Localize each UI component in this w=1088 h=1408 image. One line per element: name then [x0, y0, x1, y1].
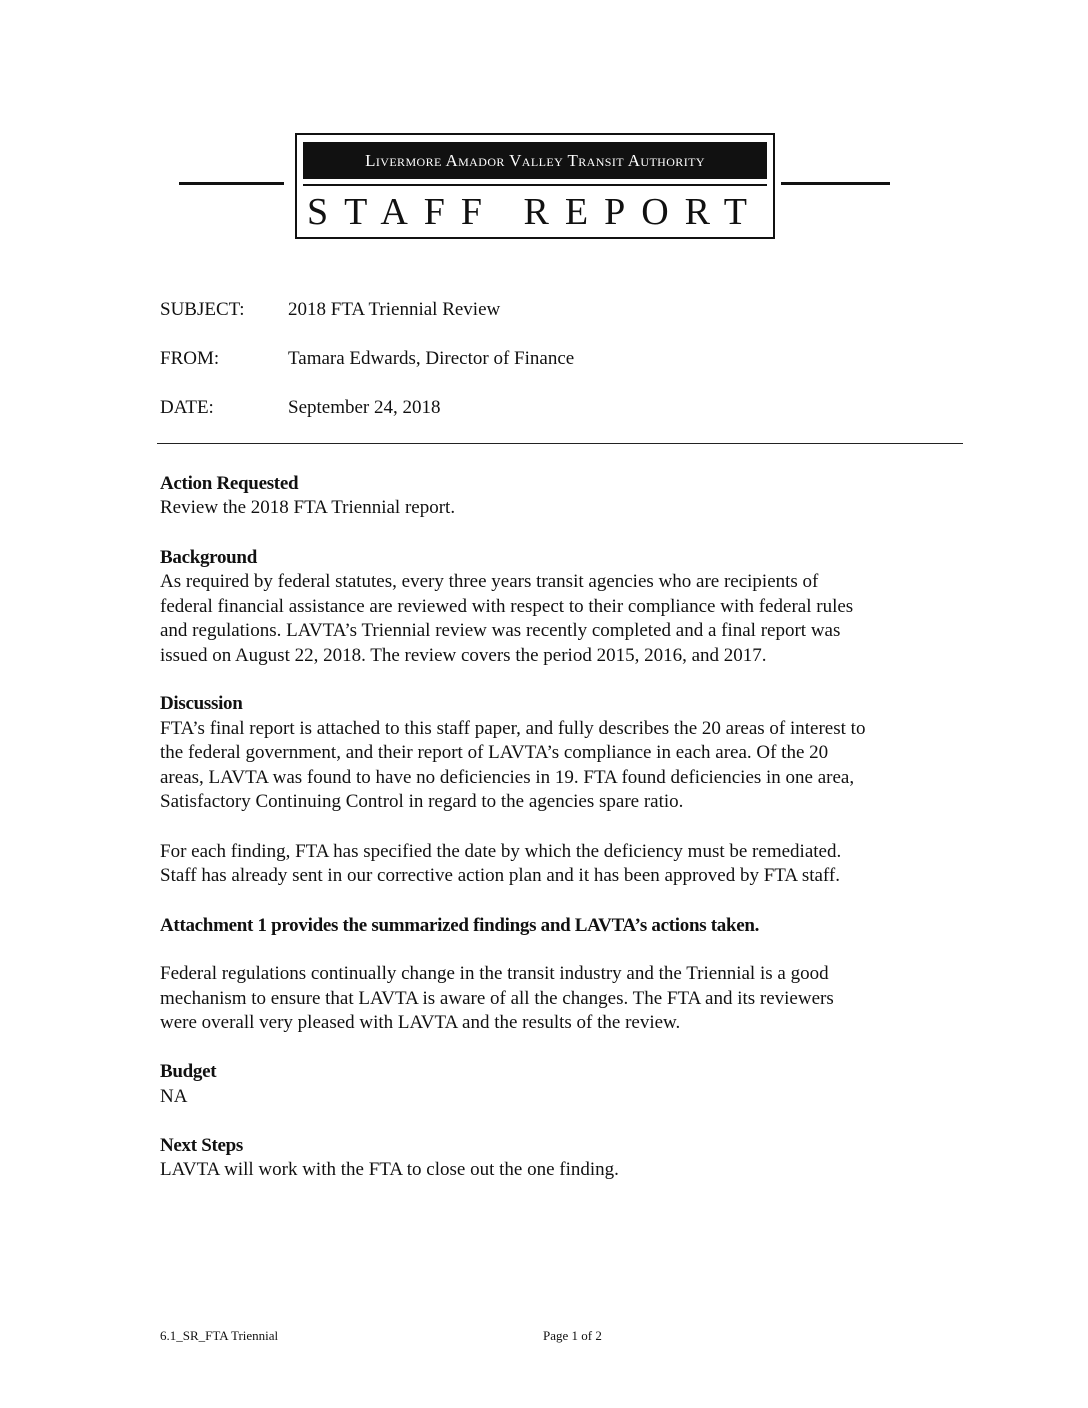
action-requested-line: Review the 2018 FTA Triennial report. — [160, 497, 456, 518]
discussion-paragraph-2-line: Staff has already sent in our corrective action plan and it has been approved by FTA staff. — [160, 865, 840, 886]
date-value: September 24, 2018 — [288, 397, 441, 418]
budget-line: NA — [160, 1086, 188, 1107]
letterhead-left-rule — [179, 182, 284, 185]
report-type-label: STAFF REPORT — [307, 191, 763, 233]
footer-page-number: Page 1 of 2 — [543, 1328, 602, 1343]
letterhead-right-rule — [781, 182, 890, 185]
action-requested-heading: Action Requested — [160, 473, 299, 494]
subject-value: 2018 FTA Triennial Review — [288, 299, 501, 320]
header-divider — [157, 443, 963, 444]
next-steps-line: LAVTA will work with the FTA to close out the one finding. — [160, 1159, 619, 1180]
background-line: federal financial assistance are reviewed with respect to their compliance with federal rules — [160, 596, 854, 617]
budget-heading: Budget — [160, 1061, 217, 1082]
discussion-paragraph-3-line: were overall very pleased with LAVTA and the results of the review. — [160, 1012, 681, 1033]
background-line: issued on August 22, 2018. The review covers the period 2015, 2016, and 2017. — [160, 645, 767, 666]
next-steps-heading: Next Steps — [160, 1135, 244, 1156]
background-heading: Background — [160, 547, 257, 568]
date-label: DATE: — [160, 397, 214, 418]
discussion-heading: Discussion — [160, 693, 243, 714]
discussion-paragraph-2-line: For each finding, FTA has specified the date by which the deficiency must be remediated. — [160, 841, 842, 862]
from-value: Tamara Edwards, Director of Finance — [288, 348, 575, 369]
discussion-line: areas, LAVTA was found to have no deficiencies in 19. FTA found deficiencies in one area, — [160, 767, 855, 788]
letterhead-divider — [303, 184, 767, 186]
discussion-paragraph-3-line: Federal regulations continually change in the transit industry and the Triennial is a good — [160, 963, 829, 984]
discussion-line: FTA’s final report is attached to this staff paper, and fully describes the 20 areas of interest to — [160, 718, 866, 739]
discussion-line: the federal government, and their report of LAVTA’s compliance in each area. Of the 20 — [160, 742, 829, 763]
attachment-note: Attachment 1 provides the summarized findings and LAVTA’s actions taken. — [160, 915, 760, 936]
discussion-paragraph-3-line: mechanism to ensure that LAVTA is aware of all the changes. The FTA and its reviewers — [160, 988, 834, 1009]
letterhead — [295, 133, 775, 239]
subject-label: SUBJECT: — [160, 299, 245, 320]
organization-name: Livermore Amador Valley Transit Authority — [303, 142, 767, 179]
footer-document-id: 6.1_SR_FTA Triennial — [160, 1328, 279, 1343]
background-line: and regulations. LAVTA’s Triennial review was recently completed and a final report was — [160, 620, 841, 641]
background-line: As required by federal statutes, every three years transit agencies who are recipients of — [160, 571, 819, 592]
discussion-line: Satisfactory Continuing Control in regard to the agencies spare ratio. — [160, 791, 684, 812]
from-label: FROM: — [160, 348, 220, 369]
